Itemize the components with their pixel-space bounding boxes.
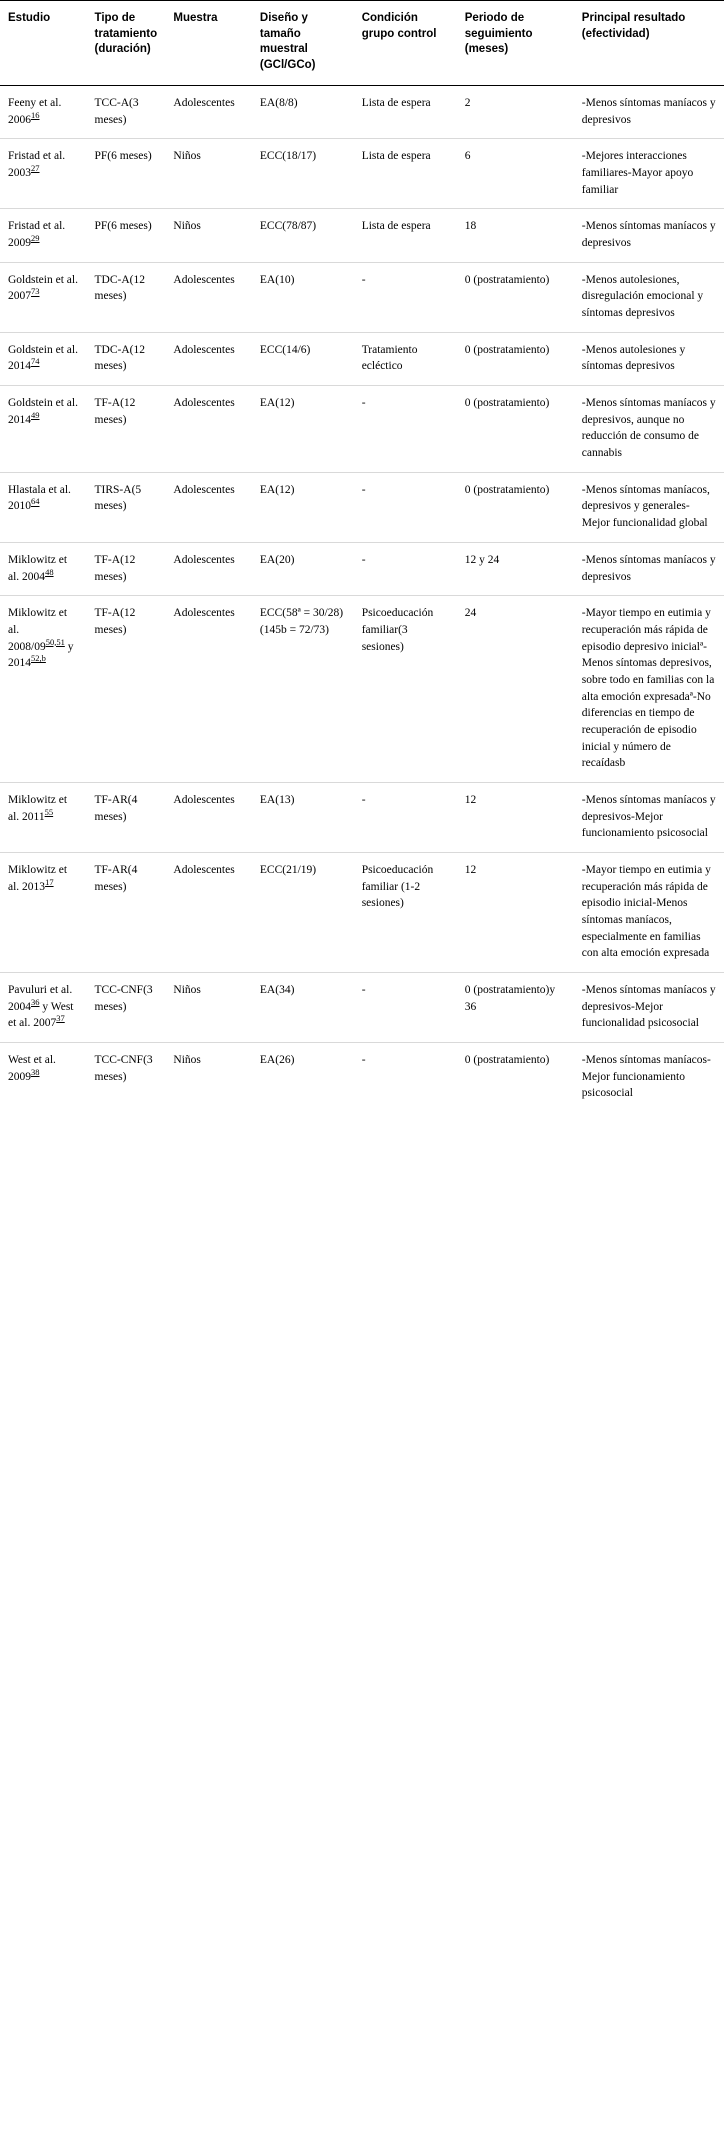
column-header-condicion-control: Condición grupo control xyxy=(354,1,457,86)
table-row xyxy=(0,782,724,852)
citation-ref[interactable]: 38 xyxy=(31,1066,40,1077)
citation-ref[interactable]: 55 xyxy=(44,806,54,817)
cell-tipo-tratamiento: TCC-CNF(3 meses) xyxy=(87,972,166,1042)
cell-muestra: Adolescentes xyxy=(165,332,252,385)
cell-muestra: Niños xyxy=(165,209,252,262)
cell-principal-resultado: -Mayor tiempo en eutimia y recuperación más rápida de episodio inicial-Menos síntomas maníacos, especialmente en familias con alta emoción expresada xyxy=(574,852,724,972)
cell-periodo-seguimiento: 12 y 24 xyxy=(457,542,574,595)
cell-muestra: Adolescentes xyxy=(165,386,252,473)
cell-muestra: Adolescentes xyxy=(165,262,252,332)
citation-ref[interactable]: 48 xyxy=(45,566,54,577)
cell-diseno: ECC(58ª = 30/28) (145b = 72/73) xyxy=(252,596,354,783)
cell-principal-resultado: -Menos síntomas maníacos y depresivos xyxy=(574,209,724,262)
cell-diseno: EA(34) xyxy=(252,972,354,1042)
table-row xyxy=(0,542,724,595)
cell-estudio: Goldstein et al. 2014$^{74}$ xyxy=(0,332,87,385)
cell-muestra: Adolescentes xyxy=(165,782,252,852)
cell-diseno: EA(20) xyxy=(252,542,354,595)
cell-tipo-tratamiento: TF-A(12 meses) xyxy=(87,386,166,473)
cell-principal-resultado: -Menos autolesiones, disregulación emocional y síntomas depresivos xyxy=(574,262,724,332)
cell-tipo-tratamiento: TDC-A(12 meses) xyxy=(87,262,166,332)
cell-periodo-seguimiento: 0 (postratamiento)y 36 xyxy=(457,972,574,1042)
cell-tipo-tratamiento: TF-AR(4 meses) xyxy=(87,852,166,972)
cell-principal-resultado: -Mayor tiempo en eutimia y recuperación más rápida de episodio depresivo inicialª-Menos síntomas depresivos, sobre todo en familias con la alta emoción expresadaª-No diferencias en tiempo de recuperación de episodio inicial y número de recaídasb xyxy=(574,596,724,783)
cell-muestra: Adolescentes xyxy=(165,86,252,139)
cell-condicion-control: Psicoeducación familiar(3 sesiones) xyxy=(354,596,457,783)
cell-muestra: Niños xyxy=(173,1053,201,1066)
citation-ref[interactable]: 17 xyxy=(45,876,54,887)
column-header-estudio: Estudio xyxy=(0,1,87,86)
cell-muestra: Adolescentes xyxy=(165,852,252,972)
cell-estudio: Fristad et al. 2003$^{27}$ xyxy=(0,139,87,209)
citation-ref[interactable]: 74 xyxy=(31,356,40,367)
table-row xyxy=(0,1042,724,1112)
table-row xyxy=(0,972,724,1042)
cell-principal-resultado: -Menos síntomas maníacos y depresivos, aunque no reducción de consumo de cannabis xyxy=(574,386,724,473)
table-header xyxy=(0,1,724,86)
citation-ref[interactable]: 37 xyxy=(56,1013,65,1024)
cell-condicion-control: Lista de espera xyxy=(354,139,457,209)
cell-diseno: EA(8/8) xyxy=(252,86,354,139)
cell-periodo-seguimiento: 0 (postratamiento) xyxy=(457,262,574,332)
cell-muestra: Adolescentes xyxy=(165,472,252,542)
table-header-row xyxy=(0,1,724,86)
cell-diseno: EA(26) xyxy=(259,1053,295,1066)
cell-periodo-seguimiento: 0 (postratamiento) xyxy=(457,332,574,385)
cell-periodo-seguimiento: 2 xyxy=(457,86,574,139)
cell-principal-resultado: -Mejores interacciones familiares-Mayor apoyo familiar xyxy=(574,139,724,209)
table-row xyxy=(0,472,724,542)
cell-condicion-control: - xyxy=(354,262,457,332)
table-row xyxy=(0,852,724,972)
cell-tipo-tratamiento: PF(6 meses) xyxy=(87,139,166,209)
cell-tipo-tratamiento: TCC-CNF(3 meses) xyxy=(94,1053,153,1083)
cell-tipo-tratamiento: TF-A(12 meses) xyxy=(87,542,166,595)
table-row xyxy=(0,386,724,473)
cell-tipo-tratamiento: TF-A(12 meses) xyxy=(87,596,166,783)
citation-ref[interactable]: 52,b xyxy=(31,653,46,664)
citation-ref[interactable]: 27 xyxy=(31,163,40,174)
citation-ref[interactable]: 64 xyxy=(31,496,40,507)
cell-estudio: Pavuluri et al. 2004$^{36}$ y West et al. 2007$^{37}$ xyxy=(0,972,87,1042)
cell-condicion-control: Tratamiento ecléctico xyxy=(354,332,457,385)
table-row xyxy=(0,86,724,139)
cell-condicion-control: - xyxy=(354,472,457,542)
citation-ref[interactable]: 16 xyxy=(31,109,40,120)
cell-estudio: West et al. 2009$^{38}$ xyxy=(8,1053,56,1083)
column-header-principal-resultado: Principal resultado (efectividad) xyxy=(574,1,724,86)
cell-estudio: Miklowitz et al. 2008/09$^{50,51}$ y 2014$^{52,b}$ xyxy=(0,596,87,783)
table-body xyxy=(0,86,724,1112)
cell-tipo-tratamiento: TF-AR(4 meses) xyxy=(87,782,166,852)
cell-periodo-seguimiento: 6 xyxy=(457,139,574,209)
cell-principal-resultado: -Menos síntomas maníacos y depresivos xyxy=(574,86,724,139)
cell-muestra: Niños xyxy=(165,972,252,1042)
cell-diseno: EA(10) xyxy=(252,262,354,332)
cell-condicion-control: - xyxy=(354,782,457,852)
cell-condicion-control: - xyxy=(354,386,457,473)
cell-tipo-tratamiento: TDC-A(12 meses) xyxy=(87,332,166,385)
cell-estudio: Fristad et al. 2009$^{29}$ xyxy=(0,209,87,262)
cell-diseno: EA(12) xyxy=(252,386,354,473)
cell-periodo-seguimiento: 24 xyxy=(457,596,574,783)
cell-condicion-control: Lista de espera xyxy=(354,86,457,139)
cell-periodo-seguimiento: 0 (postratamiento) xyxy=(464,1053,550,1066)
cell-condicion-control: - xyxy=(354,972,457,1042)
citation-ref[interactable]: 49 xyxy=(31,409,40,420)
cell-estudio: Miklowitz et al. 2011$^{55}$ xyxy=(0,782,87,852)
cell-condicion-control: Psicoeducación familiar (1-2 sesiones) xyxy=(354,852,457,972)
cell-diseno: ECC(14/6) xyxy=(252,332,354,385)
cell-periodo-seguimiento: 12 xyxy=(457,852,574,972)
cell-estudio: Feeny et al. 2006$^{16}$ xyxy=(0,86,87,139)
cell-condicion-control: - xyxy=(361,1053,366,1066)
table-row xyxy=(0,332,724,385)
cell-periodo-seguimiento: 12 xyxy=(457,782,574,852)
cell-periodo-seguimiento: 0 (postratamiento) xyxy=(457,472,574,542)
cell-principal-resultado: -Menos síntomas maníacos y depresivos-Mejor funcionalidad psicosocial xyxy=(574,972,724,1042)
cell-muestra: Adolescentes xyxy=(165,542,252,595)
cell-principal-resultado: -Menos síntomas maníacos-Mejor funcionamiento psicosocial xyxy=(581,1053,711,1100)
cell-condicion-control: - xyxy=(354,542,457,595)
cell-principal-resultado: -Menos síntomas maníacos, depresivos y generales-Mejor funcionalidad global xyxy=(574,472,724,542)
cell-tipo-tratamiento: TIRS-A(5 meses) xyxy=(87,472,166,542)
cell-condicion-control: Lista de espera xyxy=(354,209,457,262)
cell-periodo-seguimiento: 0 (postratamiento) xyxy=(457,386,574,473)
cell-diseno: EA(12) xyxy=(252,472,354,542)
cell-muestra: Adolescentes xyxy=(165,596,252,783)
cell-diseno: EA(13) xyxy=(252,782,354,852)
citation-ref[interactable]: 50,51 xyxy=(45,636,65,647)
column-header-periodo-seguimiento: Periodo de seguimiento (meses) xyxy=(457,1,574,86)
table-row xyxy=(0,262,724,332)
cell-diseno: ECC(18/17) xyxy=(252,139,354,209)
cell-muestra: Niños xyxy=(165,139,252,209)
table-row xyxy=(0,139,724,209)
cell-principal-resultado: -Menos síntomas maníacos y depresivos xyxy=(574,542,724,595)
cell-estudio: Miklowitz et al. 2004$^{48}$ xyxy=(0,542,87,595)
citation-ref[interactable]: 29 xyxy=(31,233,40,244)
cell-principal-resultado: -Menos síntomas maníacos y depresivos-Mejor funcionamiento psicosocial xyxy=(574,782,724,852)
citation-ref[interactable]: 73 xyxy=(31,286,40,297)
column-header-muestra: Muestra xyxy=(165,1,252,86)
cell-estudio: Goldstein et al. 2014$^{49}$ xyxy=(0,386,87,473)
cell-tipo-tratamiento: TCC-A(3 meses) xyxy=(87,86,166,139)
cell-estudio: Goldstein et al. 2007$^{73}$ xyxy=(0,262,87,332)
cell-tipo-tratamiento: PF(6 meses) xyxy=(87,209,166,262)
cell-diseno: ECC(21/19) xyxy=(252,852,354,972)
column-header-diseno: Diseño y tamaño muestral (GCl/GCo) xyxy=(252,1,354,86)
table-row xyxy=(0,209,724,262)
table-row xyxy=(0,596,724,783)
cell-estudio: Hlastala et al. 2010$^{64}$ xyxy=(0,472,87,542)
cell-diseno: ECC(78/87) xyxy=(252,209,354,262)
cell-estudio: Miklowitz et al. 2013$^{17}$ xyxy=(0,852,87,972)
column-header-tipo-tratamiento: Tipo de tratamiento (duración) xyxy=(87,1,166,86)
cell-periodo-seguimiento: 18 xyxy=(457,209,574,262)
cell-principal-resultado: -Menos autolesiones y síntomas depresivos xyxy=(574,332,724,385)
citation-ref[interactable]: 36 xyxy=(31,996,40,1007)
